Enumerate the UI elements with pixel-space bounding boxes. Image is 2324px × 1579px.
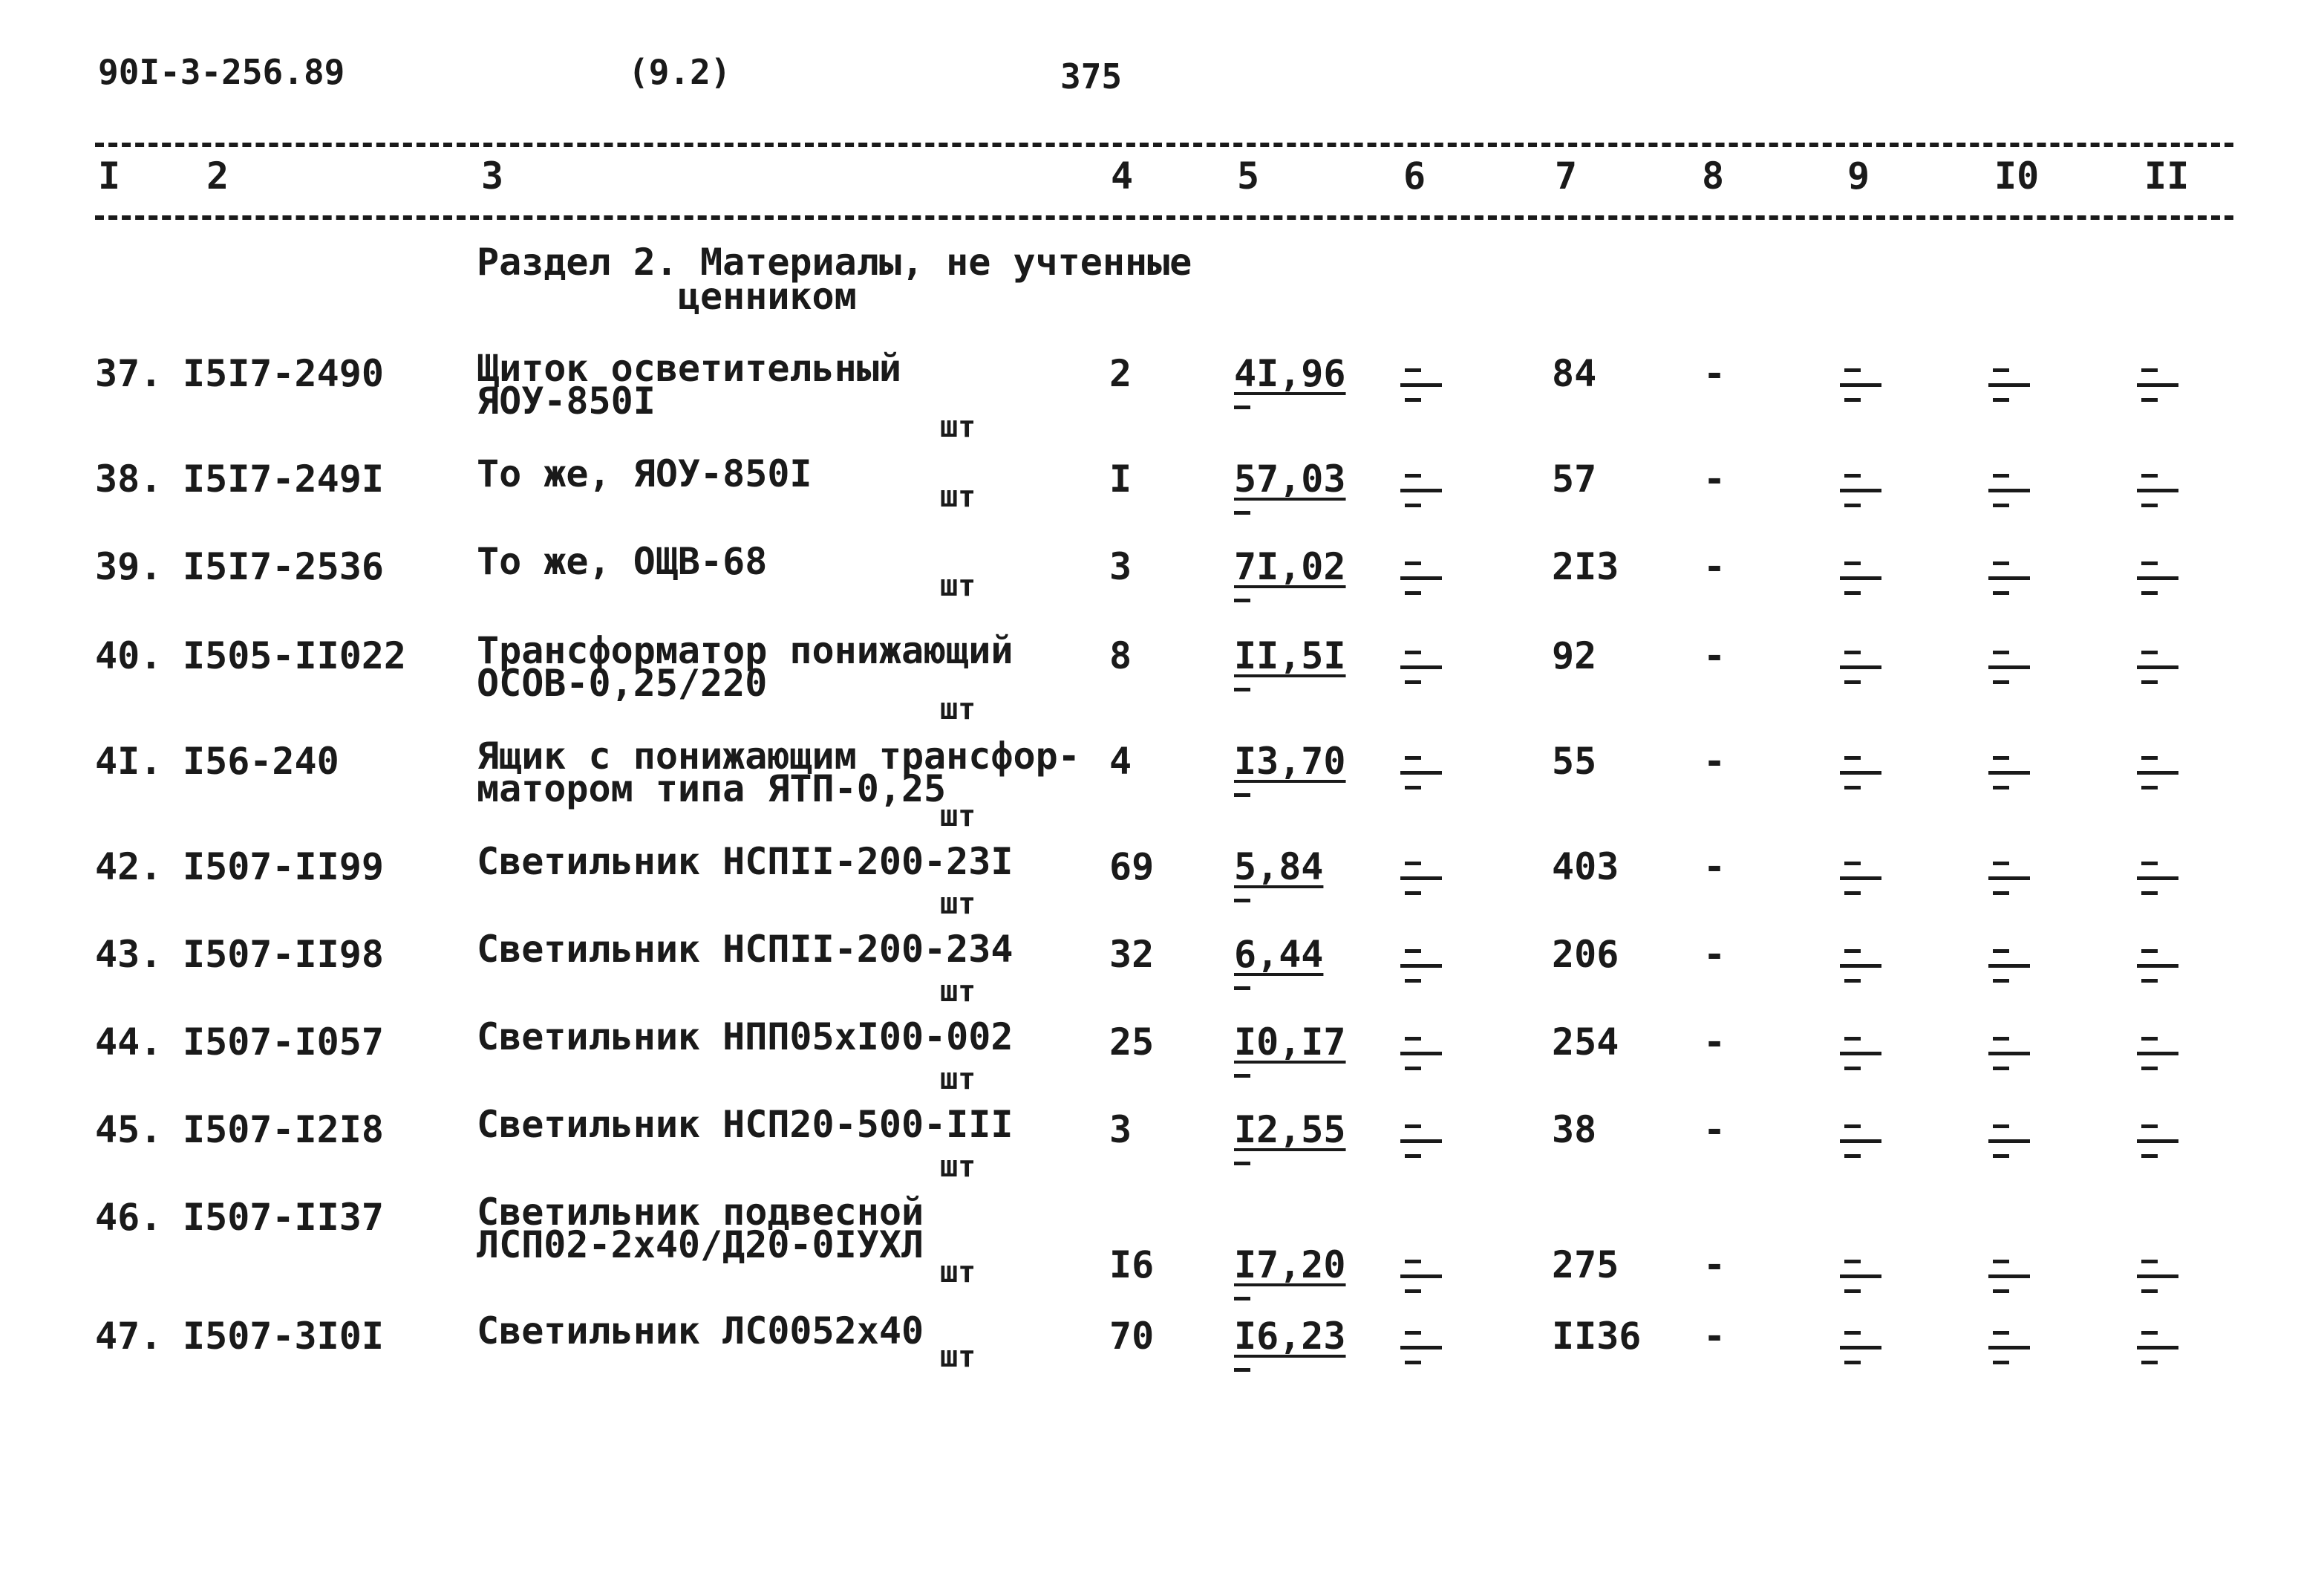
row-unit-price-dash [1234,406,1250,409]
col-num-5: 5 [1237,154,1260,198]
row-item-name [477,1015,1014,1058]
row-item-name [477,1309,924,1352]
row-quantity: I6 [1109,1243,1155,1286]
row-empty-fraction-mark [1400,1255,1437,1297]
row-empty-fraction-mark [2137,646,2174,688]
row-empty-fraction-mark [1840,1255,1877,1297]
row-unit-price-value: 7I,02 [1234,545,1346,588]
col-num-6: 6 [1403,154,1426,198]
row-empty-fraction-mark [1988,557,2026,599]
col-num-10: I0 [1994,154,2040,198]
row-empty-fraction-mark [1988,1326,2026,1368]
row-empty-fraction-mark [1988,646,2026,688]
row-quantity: 3 [1109,545,1132,588]
row-code: I507-I057 [183,1020,384,1064]
row-column-8-dash: - [1703,1020,1726,1064]
row-number: 38. [95,458,163,501]
row-quantity: 4 [1109,740,1132,783]
row-column-8-dash: - [1703,634,1726,677]
col-num-11: II [2144,154,2190,198]
row-unit-price-dash [1234,1297,1250,1300]
row-empty-fraction-mark [1840,646,1877,688]
row-item-name [477,735,1080,810]
row-item-name-line: Светильник подвесной [477,1191,924,1234]
row-item-name-line: Трансформатор понижающий [477,629,1014,672]
row-unit-price-value: I7,20 [1234,1243,1346,1286]
col-num-7: 7 [1555,154,1578,198]
row-item-name-line: Светильник ЛС0052х40 [477,1309,924,1352]
row-quantity: 69 [1109,845,1155,888]
row-unit-price-value: 57,03 [1234,458,1346,501]
row-item-name-line: Ящик с понижающим трансфор- [477,735,1080,778]
row-unit-price [1234,545,1346,602]
row-number: 46. [95,1196,163,1239]
row-number: 4I. [95,740,163,783]
row-unit-price-value: 6,44 [1234,933,1324,976]
page-number: 375 [1060,56,1123,97]
row-unit-price-dash [1234,986,1250,990]
row-empty-fraction-mark [1988,1255,2026,1297]
row-unit-price [1234,1315,1346,1372]
section-reference: (9.2) [628,52,731,92]
row-total: 55 [1552,740,1597,783]
row-empty-fraction-mark [1840,364,1877,406]
section-title: Раздел 2. Материалы, не учтенные ценником [477,241,1192,318]
row-unit: шт [940,410,976,444]
row-empty-fraction-mark [1400,1032,1437,1074]
row-quantity: 2 [1109,352,1132,395]
table-header-rule [95,215,2233,220]
row-empty-fraction-mark [1988,752,2026,793]
row-quantity: 3 [1109,1108,1132,1151]
row-empty-fraction-mark [2137,857,2174,899]
row-item-name-line: ОСОВ-0,25/220 [477,662,768,705]
row-code: I56-240 [183,740,339,783]
row-item-name [477,540,768,583]
row-empty-fraction-mark [1840,752,1877,793]
row-item-name-line: ЯОУ-850I [477,380,656,423]
row-total: 38 [1552,1108,1597,1151]
row-column-8-dash: - [1703,933,1726,976]
document-code: 90I-3-256.89 [98,52,345,92]
row-quantity: 70 [1109,1315,1155,1358]
row-unit-price-value: I0,I7 [1234,1020,1346,1064]
row-item-name-line: То же, ЯОУ-850I [477,452,812,495]
row-code: I507-I2I8 [183,1108,384,1151]
row-empty-fraction-mark [1840,1120,1877,1162]
row-empty-fraction-mark [1988,1032,2026,1074]
row-empty-fraction-mark [1840,557,1877,599]
row-empty-fraction-mark [1988,364,2026,406]
row-total: II36 [1552,1315,1642,1358]
col-num-9: 9 [1847,154,1870,198]
row-item-name-line: То же, ОЩВ-68 [477,540,768,583]
row-code: I507-II99 [183,845,384,888]
row-column-8-dash: - [1703,1315,1726,1358]
row-empty-fraction-mark [2137,1120,2174,1162]
row-column-8-dash: - [1703,740,1726,783]
row-code: I507-II98 [183,933,384,976]
row-code: I505-II022 [183,634,407,677]
row-empty-fraction-mark [1840,945,1877,986]
row-unit-price-dash [1234,1074,1250,1078]
row-item-name-line: Светильник НСП20-500-III [477,1103,1014,1146]
row-quantity: I [1109,458,1132,501]
row-unit-price [1234,1243,1346,1300]
row-empty-fraction-mark [2137,945,2174,986]
row-number: 40. [95,634,163,677]
row-item-name [477,1103,1014,1146]
col-num-8: 8 [1702,154,1725,198]
row-total: 57 [1552,458,1597,501]
row-empty-fraction-mark [1840,1326,1877,1368]
row-number: 47. [95,1315,163,1358]
row-unit-price-dash [1234,688,1250,691]
row-item-name [477,1191,924,1266]
row-unit-price-dash [1234,899,1250,902]
row-unit-price-dash [1234,1162,1250,1165]
row-total: 2I3 [1552,545,1619,588]
row-empty-fraction-mark [1400,857,1437,899]
row-number: 44. [95,1020,163,1064]
row-unit: шт [940,1340,976,1374]
row-item-name [477,840,1014,883]
row-number: 37. [95,352,163,395]
row-total: 275 [1552,1243,1619,1286]
row-empty-fraction-mark [1400,557,1437,599]
row-column-8-dash: - [1703,545,1726,588]
row-code: I5I7-2490 [183,352,384,395]
row-unit-price [1234,634,1346,691]
row-code: I5I7-249I [183,458,384,501]
col-num-2: 2 [206,154,229,198]
row-total: 254 [1552,1020,1619,1064]
row-item-name-line: Щиток осветительный [477,347,901,390]
row-unit: шт [940,480,976,514]
row-empty-fraction-mark [1400,469,1437,511]
row-empty-fraction-mark [1400,1120,1437,1162]
col-num-1: I [98,154,121,198]
row-unit-price [1234,458,1346,515]
row-unit-price-dash [1234,1368,1250,1372]
row-empty-fraction-mark [1840,469,1877,511]
col-num-4: 4 [1111,154,1134,198]
row-unit-price-value: 4I,96 [1234,352,1346,395]
row-code: I507-3I0I [183,1315,384,1358]
row-column-8-dash: - [1703,1243,1726,1286]
row-empty-fraction-mark [2137,1326,2174,1368]
row-unit: шт [940,1062,976,1096]
row-empty-fraction-mark [1400,646,1437,688]
row-number: 43. [95,933,163,976]
row-empty-fraction-mark [1840,857,1877,899]
row-unit-price [1234,740,1346,797]
row-item-name-line: матором типа ЯТП-0,25 [477,767,947,810]
row-unit: шт [940,1255,976,1289]
row-number: 42. [95,845,163,888]
row-empty-fraction-mark [1988,469,2026,511]
row-item-name-line: Светильник НПП05хI00-002 [477,1015,1014,1058]
row-item-name-line: Светильник НСПII-200-234 [477,928,1014,971]
row-unit-price [1234,1108,1346,1165]
row-total: 206 [1552,933,1619,976]
row-total: 403 [1552,845,1619,888]
row-quantity: 8 [1109,634,1132,677]
row-item-name [477,347,901,423]
row-unit-price-value: II,5I [1234,634,1346,677]
row-unit: шт [940,1150,976,1184]
row-unit-price [1234,352,1346,409]
row-empty-fraction-mark [2137,557,2174,599]
row-empty-fraction-mark [1988,945,2026,986]
row-empty-fraction-mark [1400,364,1437,406]
row-empty-fraction-mark [2137,364,2174,406]
table-top-rule [95,143,2233,147]
row-unit: шт [940,887,976,921]
row-unit-price-dash [1234,599,1250,602]
row-number: 45. [95,1108,163,1151]
row-column-8-dash: - [1703,352,1726,395]
row-empty-fraction-mark [2137,1255,2174,1297]
row-empty-fraction-mark [2137,752,2174,793]
row-unit-price-dash [1234,793,1250,797]
row-item-name [477,452,812,495]
row-column-8-dash: - [1703,458,1726,501]
row-column-8-dash: - [1703,845,1726,888]
row-unit-price-value: 5,84 [1234,845,1324,888]
row-empty-fraction-mark [1400,752,1437,793]
row-item-name-line: ЛСП02-2х40/Д20-0IУХЛ [477,1223,924,1266]
row-total: 92 [1552,634,1597,677]
row-empty-fraction-mark [2137,1032,2174,1074]
row-quantity: 32 [1109,933,1155,976]
row-empty-fraction-mark [2137,469,2174,511]
row-unit-price [1234,933,1323,990]
row-empty-fraction-mark [1988,1120,2026,1162]
row-number: 39. [95,545,163,588]
row-column-8-dash: - [1703,1108,1726,1151]
row-unit: шт [940,692,976,726]
row-item-name-line: Светильник НСПII-200-23I [477,840,1014,883]
row-item-name [477,629,1014,705]
row-unit-price-value: I6,23 [1234,1315,1346,1358]
row-empty-fraction-mark [1400,1326,1437,1368]
row-unit-price-value: I3,70 [1234,740,1346,783]
row-total: 84 [1552,352,1597,395]
row-unit: шт [940,799,976,833]
row-code: I5I7-2536 [183,545,384,588]
row-unit: шт [940,974,976,1009]
row-unit-price-value: I2,55 [1234,1108,1346,1151]
row-quantity: 25 [1109,1020,1155,1064]
row-unit-price [1234,845,1323,902]
row-unit: шт [940,569,976,603]
row-unit-price-dash [1234,511,1250,515]
col-num-3: 3 [481,154,504,198]
row-code: I507-II37 [183,1196,384,1239]
row-empty-fraction-mark [1988,857,2026,899]
row-item-name [477,928,1014,971]
row-empty-fraction-mark [1840,1032,1877,1074]
row-unit-price [1234,1020,1346,1078]
row-empty-fraction-mark [1400,945,1437,986]
